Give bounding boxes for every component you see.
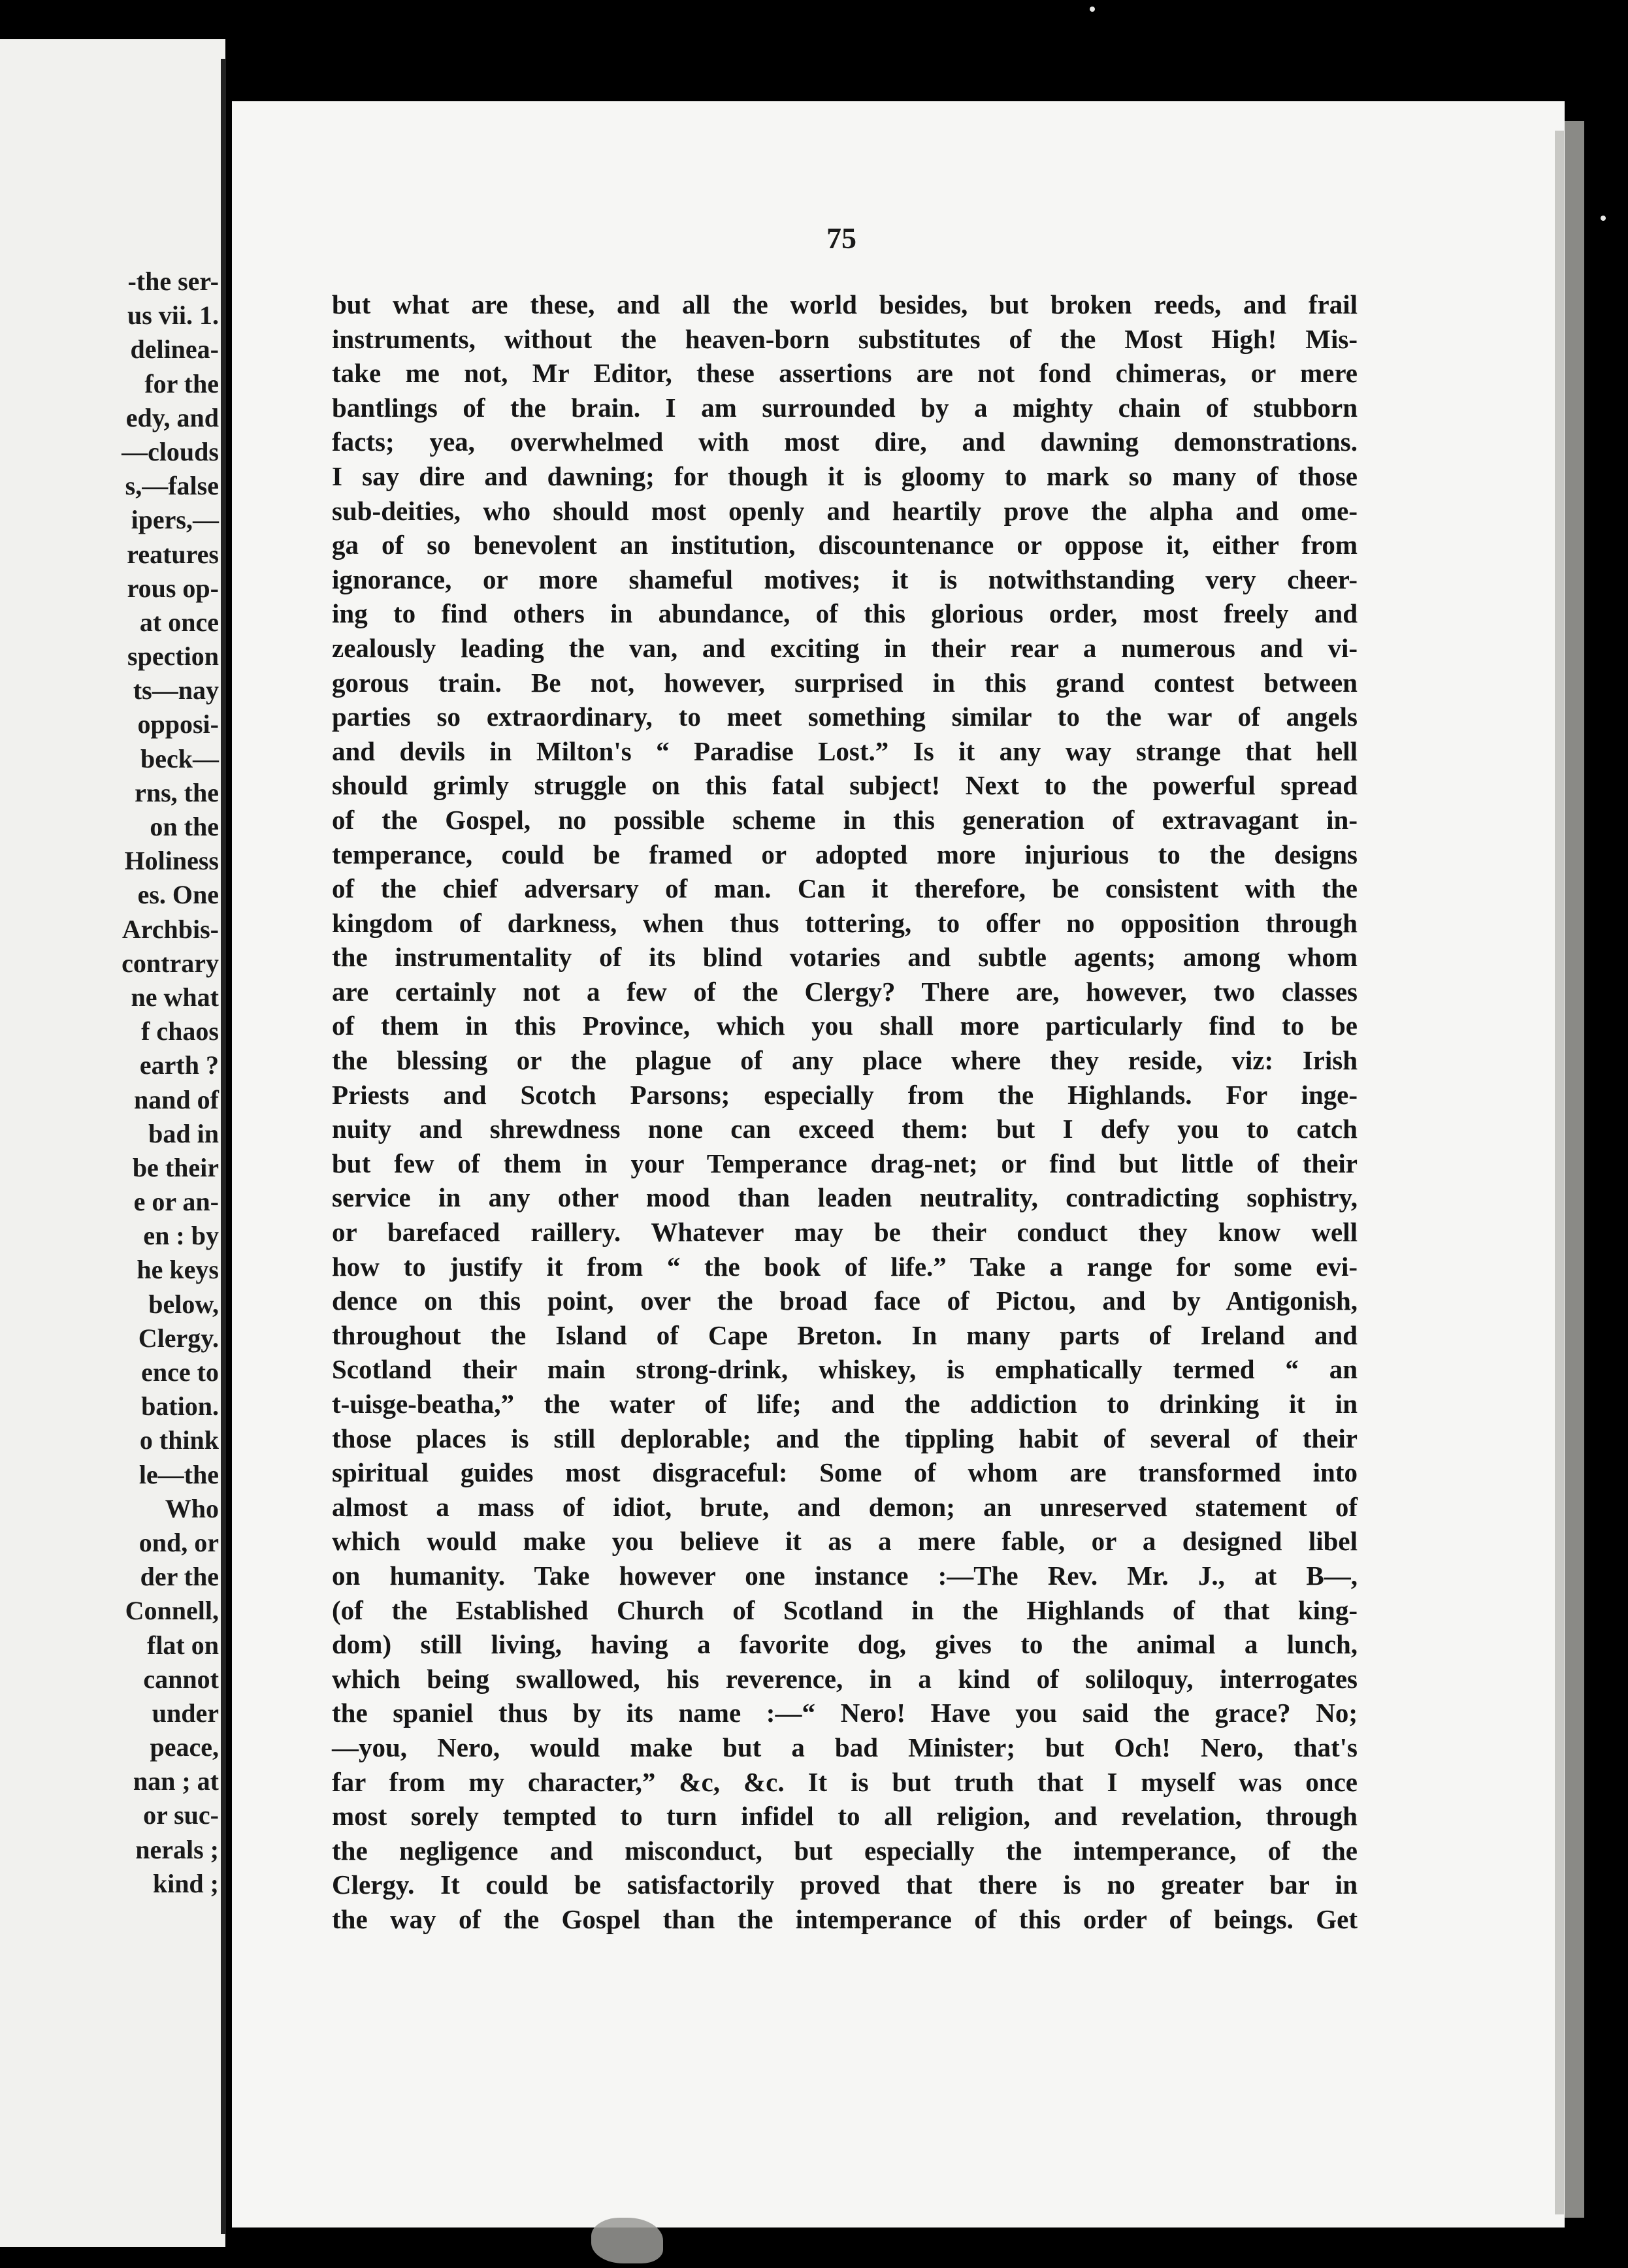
left-page-line: earth ?	[139, 1050, 219, 1080]
scan-speck	[1601, 216, 1606, 221]
page-edge-light	[1555, 131, 1564, 2214]
body-text-line: parties so extraordinary, to meet something similar to the war of angels	[332, 702, 1358, 732]
left-page-line: spection	[127, 641, 219, 672]
left-page-line: -the ser-	[127, 267, 219, 296]
body-text-line: which being swallowed, his reverence, in a kind of soliloquy, interrogates	[332, 1663, 1358, 1694]
left-page-line: ence to	[141, 1357, 219, 1387]
left-page-line: e or an-	[133, 1187, 219, 1217]
left-page-line: ne what	[131, 982, 219, 1012]
left-page-line: nand of	[133, 1084, 219, 1114]
body-text-line: those places is still deplorable; and the tippling habit of several of their	[332, 1423, 1358, 1453]
left-page-line: nerals ;	[135, 1834, 219, 1864]
body-text-line: most sorely tempted to turn infidel to all religion, and revelation, through	[332, 1801, 1358, 1832]
left-page-line: le—the	[138, 1459, 219, 1489]
left-page-line: opposi-	[137, 709, 219, 739]
left-page-line: at once	[139, 607, 219, 637]
body-text-line: dence on this point, over the broad face of Pictou, and by Antigonish,	[332, 1286, 1358, 1316]
left-page-line: bad in	[148, 1118, 219, 1148]
left-page-line: on the	[150, 812, 219, 841]
scan-speck	[1090, 7, 1095, 12]
body-text-line: or barefaced raillery. Whatever may be their conduct they know well	[332, 1217, 1358, 1248]
body-text-line: nuity and shrewdness none can exceed them: but I defy you to catch	[332, 1114, 1358, 1144]
left-page-line: es. One	[137, 880, 219, 910]
left-page-line: reatures	[127, 539, 219, 569]
left-page-line: or suc-	[143, 1800, 219, 1830]
body-text-line: should grimly struggle on this fatal subject! Next to the powerful spread	[332, 770, 1358, 801]
left-page-line: —clouds	[122, 436, 219, 466]
left-page-line: Who	[165, 1493, 219, 1523]
left-page-line: kind ;	[152, 1868, 219, 1898]
body-text-line: temperance, could be framed or adopted more injurious to the designs	[332, 839, 1358, 869]
left-page-line: f chaos	[141, 1016, 219, 1046]
left-page-text	[3, 265, 219, 1901]
left-page-line: ond, or	[138, 1527, 219, 1557]
body-text-line: Priests and Scotch Parsons; especially from the Highlands. For inge-	[332, 1079, 1358, 1110]
left-page-line: cannot	[143, 1664, 219, 1694]
body-text-line: which would make you believe it as a mere fable, or a designed libel	[332, 1526, 1358, 1557]
body-text-line: the spaniel thus by its name :—“ Nero! Have you said the grace? No;	[332, 1698, 1358, 1728]
body-text-line: take me not, Mr Editor, these assertions are not fond chimeras, or mere	[332, 358, 1358, 389]
body-text-line: of the Gospel, no possible scheme in this generation of extravagant in-	[332, 804, 1358, 835]
left-page-line: under	[152, 1698, 219, 1728]
left-page-line: s,—false	[125, 471, 219, 501]
page-body-text	[332, 287, 1358, 1937]
left-page-line: en : by	[143, 1221, 219, 1251]
body-text-line: instruments, without the heaven-born substitutes of the Most High! Mis-	[332, 323, 1358, 354]
left-page-line: delinea-	[130, 334, 219, 364]
left-page-line: ipers,—	[131, 505, 219, 535]
page-number: 75	[826, 221, 856, 255]
body-text-line: of them in this Province, which you shall more particularly find to be	[332, 1011, 1358, 1041]
gutter-rule	[221, 59, 226, 2234]
body-text-line: the way of the Gospel than the intemperance of this order of beings. Get	[332, 1904, 1358, 1934]
body-text-line: far from my character,” &c, &c. It is but truth that I myself was once	[332, 1766, 1358, 1797]
left-page-line: Connell,	[125, 1596, 219, 1626]
left-page-line: peace,	[150, 1732, 219, 1762]
body-text-line: the instrumentality of its blind votaries and subtle agents; among whom	[332, 942, 1358, 973]
left-page-line: bation.	[141, 1391, 219, 1421]
left-page-line: Holiness	[124, 846, 219, 876]
body-text-line: Clergy. It could be satisfactorily proved that there is no greater bar in	[332, 1870, 1358, 1900]
body-text-line: the blessing or the plague of any place where they reside, viz: Irish	[332, 1045, 1358, 1076]
body-text-line: t-uisge-beatha,” the water of life; and the addiction to drinking it in	[332, 1389, 1358, 1419]
left-page-line: der the	[140, 1562, 219, 1592]
body-text-line: on humanity. Take however one instance :—The Rev. Mr. J., at B—,	[332, 1560, 1358, 1591]
body-text-line: throughout the Island of Cape Breton. In many parts of Ireland and	[332, 1320, 1358, 1350]
body-text-line: but few of them in your Temperance drag-net; or find but little of their	[332, 1148, 1358, 1178]
body-text-line: facts; yea, overwhelmed with most dire, and dawning demonstrations.	[332, 427, 1358, 457]
body-text-line: sub-deities, who should most openly and heartily prove the alpha and ome-	[332, 495, 1358, 526]
body-text-line: but what are these, and all the world besides, but broken reeds, and frail	[332, 289, 1358, 319]
body-text-line: spiritual guides most disgraceful: Some of whom are transformed into	[332, 1457, 1358, 1488]
left-page-line: ts—nay	[133, 675, 219, 705]
left-page-line: rns, the	[135, 777, 219, 807]
left-page-fragment	[0, 39, 225, 2247]
left-page-line: contrary	[122, 948, 219, 978]
body-text-line: of the chief adversary of man. Can it therefore, be consistent with the	[332, 873, 1358, 904]
body-text-line: ignorance, or more shameful motives; it is notwithstanding very cheer-	[332, 564, 1358, 594]
left-page-line: o think	[139, 1425, 219, 1455]
body-text-line: zealously leading the van, and exciting in their rear a numerous and vi-	[332, 632, 1358, 663]
left-page-line: be their	[132, 1152, 219, 1182]
body-text-line: Scotland their main strong-drink, whiskey, is emphatically termed “ an	[332, 1354, 1358, 1385]
left-page-line: rous op-	[127, 573, 219, 603]
left-page-line: below,	[148, 1289, 219, 1319]
body-text-line: kingdom of darkness, when thus tottering, to offer no opposition through	[332, 907, 1358, 938]
left-page-line: nan ; at	[133, 1766, 219, 1796]
left-page-line: us vii. 1.	[127, 300, 219, 331]
left-page-line: Clergy.	[138, 1323, 219, 1353]
page-edge-dark	[1565, 121, 1584, 2218]
body-text-line: ga of so benevolent an institution, discountenance or oppose it, either from	[332, 530, 1358, 560]
scan-smudge	[591, 2218, 663, 2263]
body-text-line: bantlings of the brain. I am surrounded by a mighty chain of stubborn	[332, 392, 1358, 423]
body-text-line: ing to find others in abundance, of this glorious order, most freely and	[332, 598, 1358, 629]
body-text-line: and devils in Milton's “ Paradise Lost.” Is it any way strange that hell	[332, 736, 1358, 766]
left-page-line: beck—	[140, 743, 219, 773]
left-page-line: flat on	[147, 1630, 219, 1660]
body-text-line: dom) still living, having a favorite dog, gives to the animal a lunch,	[332, 1629, 1358, 1660]
left-page-line: Archbis-	[122, 914, 219, 944]
body-text-line: —you, Nero, would make but a bad Minister; but Och! Nero, that's	[332, 1732, 1358, 1762]
body-text-line: are certainly not a few of the Clergy? There are, however, two classes	[332, 976, 1358, 1007]
body-text-line: the negligence and misconduct, but especially the intemperance, of the	[332, 1835, 1358, 1866]
body-text-line: how to justify it from “ the book of life.” Take a range for some evi-	[332, 1251, 1358, 1282]
left-page-line: edy, and	[125, 402, 219, 432]
left-page-line: he keys	[137, 1255, 219, 1285]
body-text-line: service in any other mood than leaden neutrality, contradicting sophistry,	[332, 1182, 1358, 1213]
body-text-line: I say dire and dawning; for though it is gloomy to mark so many of those	[332, 461, 1358, 491]
left-page-line: for the	[144, 368, 219, 398]
body-text-line: almost a mass of idiot, brute, and demon; an unreserved statement of	[332, 1491, 1358, 1522]
body-text-line: (of the Established Church of Scotland in the Highlands of that king-	[332, 1595, 1358, 1625]
body-text-line: gorous train. Be not, however, surprised in this grand contest between	[332, 667, 1358, 698]
